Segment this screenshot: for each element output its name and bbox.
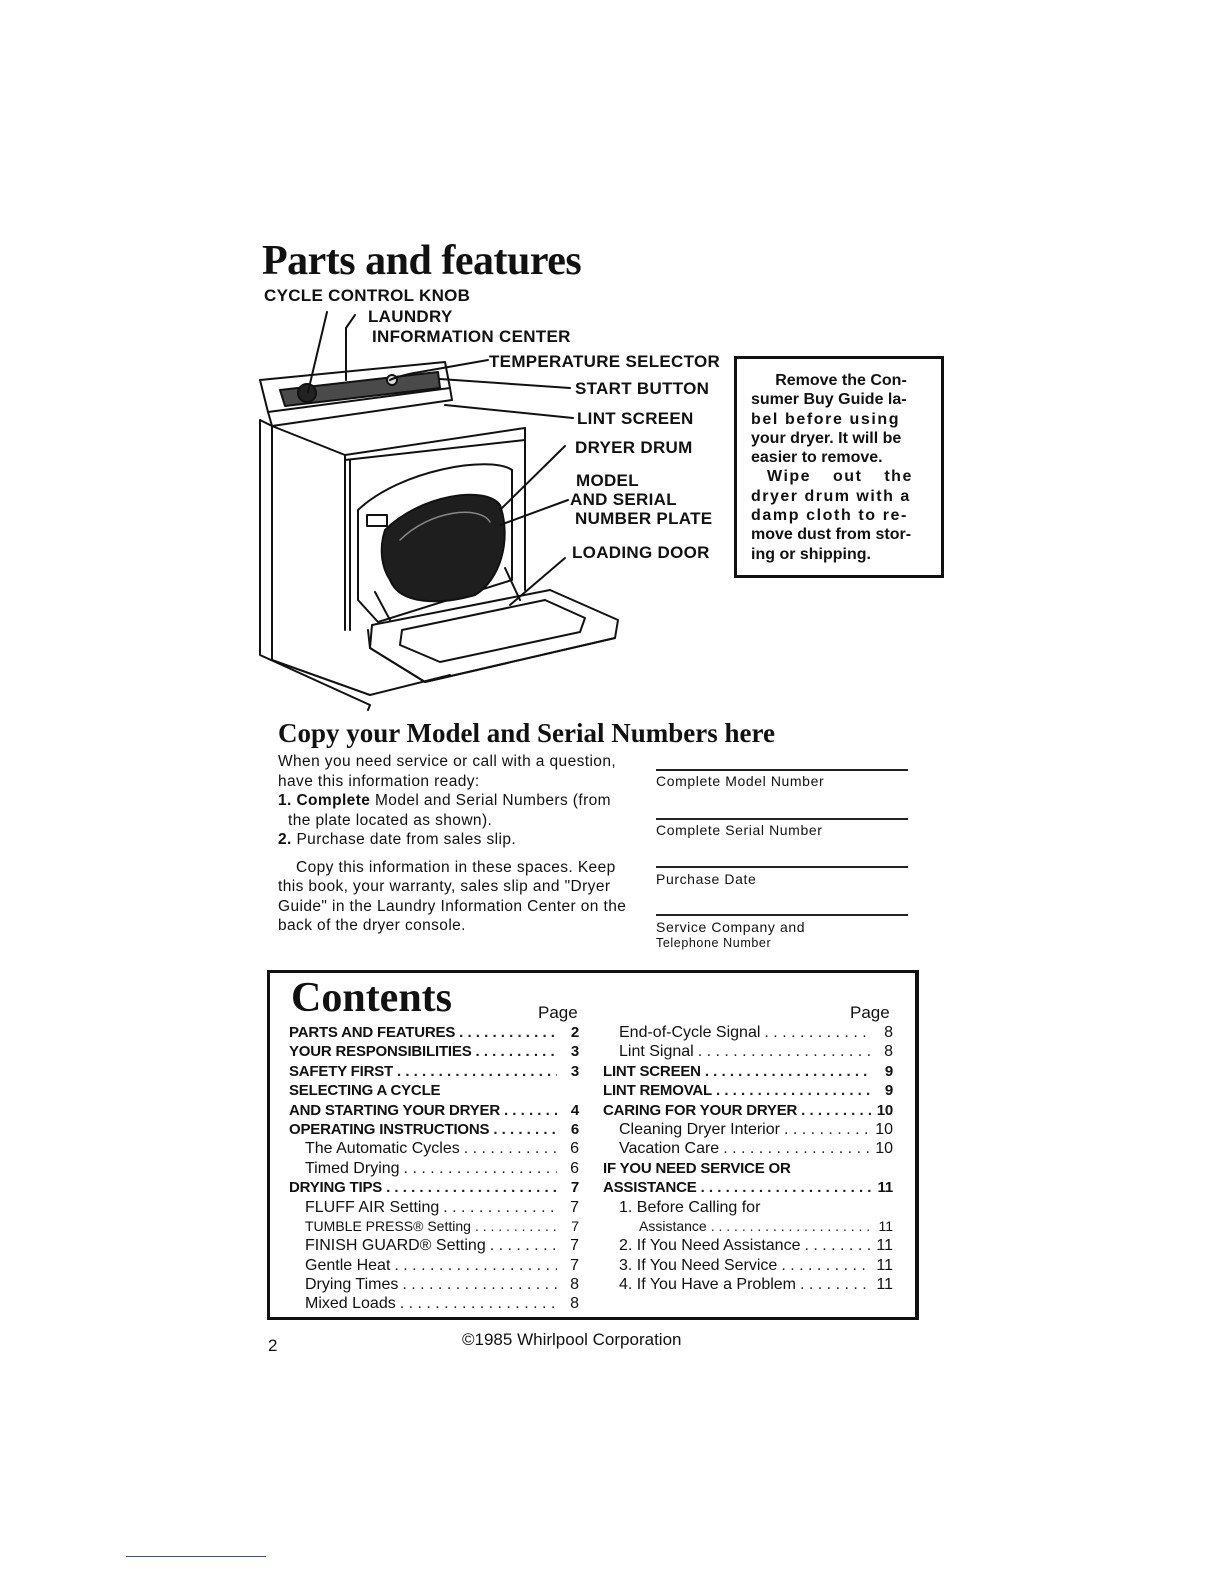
toc-entry[interactable] [289,1042,579,1061]
toc-title: TUMBLE PRESS® Setting [305,1217,471,1234]
toc-entry[interactable] [289,1101,579,1120]
toc-entry[interactable] [289,1081,579,1100]
toc-entry[interactable] [289,1139,579,1158]
dryer-drum-label: DRYER DRUM [575,438,693,457]
toc-title: CARING FOR YOUR DRYER [603,1101,798,1119]
toc-entry[interactable] [289,1178,579,1197]
toc-page: 7 [570,1256,579,1274]
toc-title: 3. If You Need Service [619,1256,778,1274]
toc-entry[interactable] [603,1062,893,1081]
toc-page: 7 [570,1237,579,1255]
toc-title: Vacation Care [619,1140,720,1158]
toc-page: 3 [570,1043,579,1061]
toc-page: 7 [570,1198,579,1216]
service-company-label: Service Company and [656,919,806,935]
toc-title: YOUR RESPONSIBILITIES [289,1043,472,1061]
page-column-header: Page [850,1003,890,1022]
toc-entry[interactable] [289,1198,579,1217]
toc-page: 7 [570,1179,579,1197]
toc-page: 10 [876,1101,893,1119]
contents-box [267,970,919,1320]
serial-number-line[interactable] [656,818,908,820]
toc-page: 8 [570,1276,579,1294]
contents-title: Contents [291,975,453,1021]
copy-intro: When you need service or call with a question, have this information ready: [278,753,617,790]
toc-entry[interactable] [603,1139,893,1158]
toc-title: Lint Signal [619,1043,694,1061]
number-plate-label: NUMBER PLATE [575,509,713,528]
toc-entry[interactable] [289,1275,579,1294]
toc-title: Cleaning Dryer Interior [619,1120,780,1138]
start-button-label: START BUTTON [575,379,710,398]
toc-page: 11 [878,1217,893,1234]
toc-page: 8 [570,1295,579,1313]
copy-paragraph: Copy this information in these spaces. Keep this book, your warranty, sales slip and "Dryer Guide" in the Laundry Information Center on the back of the dryer console. [278,858,627,934]
toc-title: LINT SCREEN [603,1062,701,1080]
contents-left-column [289,1023,579,1314]
toc-entry[interactable] [603,1256,893,1275]
toc-entry[interactable] [603,1042,893,1061]
toc-title: DRYING TIPS [289,1179,383,1197]
footer-divider [126,1556,266,1557]
consumer-guide-note [734,356,944,578]
model-label: MODEL [576,471,639,490]
toc-title: Assistance [639,1217,707,1234]
toc-page: 11 [876,1256,893,1274]
toc-entry[interactable] [289,1256,579,1275]
item-text: Purchase date from sales slip. [291,831,517,848]
toc-page: 9 [884,1062,893,1080]
copy-numbers-text [278,752,638,936]
toc-entry[interactable] [289,1023,579,1042]
purchase-date-line[interactable] [656,866,908,868]
note-line: ing or shipping. [751,545,871,563]
purchase-date-label: Purchase Date [656,871,757,887]
toc-title: ASSISTANCE [603,1179,697,1197]
toc-entry[interactable] [603,1236,893,1255]
note-line: damp cloth to re- [751,507,908,525]
toc-entry[interactable] [603,1101,893,1120]
toc-entry[interactable] [603,1198,893,1217]
item-text: Model and Serial Numbers (from the plate located as shown). [288,792,611,829]
toc-entry[interactable] [603,1081,893,1100]
note-line: Remove the Con- [775,372,907,389]
toc-title: SAFETY FIRST [289,1062,393,1080]
toc-title: FLUFF AIR Setting [305,1198,440,1216]
contents-right-column [603,1023,893,1294]
copy-numbers-heading: Copy your Model and Serial Numbers here [278,718,776,748]
copyright-notice: ©1985 Whirlpool Corporation [462,1330,682,1349]
toc-entry[interactable] [603,1159,893,1178]
toc-title: Drying Times [305,1276,399,1294]
toc-entry[interactable] [289,1217,579,1236]
note-line: move dust from stor- [751,526,912,544]
toc-title: End-of-Cycle Signal [619,1024,761,1041]
toc-entry[interactable] [603,1120,893,1139]
page-title: Parts and features [262,238,582,284]
toc-title: Mixed Loads [305,1295,396,1313]
toc-page: 10 [875,1120,893,1138]
serial-number-label: Complete Serial Number [656,822,823,838]
toc-title: IF YOU NEED SERVICE OR [603,1159,791,1177]
toc-title: PARTS AND FEATURES [289,1024,456,1041]
item-bold: Complete [296,792,371,809]
item-number: 2. [278,831,292,848]
toc-title: 2. If You Need Assistance [619,1237,801,1255]
toc-title: AND STARTING YOUR DRYER [289,1101,500,1119]
serial-label: AND SERIAL [570,490,677,509]
info-center-label: INFORMATION CENTER [372,327,571,346]
toc-entry[interactable] [603,1178,893,1197]
toc-entry[interactable] [603,1217,893,1236]
toc-page: 11 [876,1276,893,1294]
toc-entry[interactable] [289,1294,579,1313]
note-line: easier to remove. [751,449,883,467]
toc-entry[interactable] [289,1120,579,1139]
toc-page: 6 [570,1120,579,1138]
toc-page: 7 [571,1217,579,1234]
toc-title: Timed Drying [305,1159,400,1177]
toc-entry[interactable] [289,1062,579,1081]
toc-entry[interactable] [289,1236,579,1255]
toc-page: 10 [875,1140,893,1158]
toc-title: OPERATING INSTRUCTIONS [289,1120,490,1138]
model-number-line[interactable] [656,769,908,771]
lint-screen-label: LINT SCREEN [577,409,694,428]
toc-page: 6 [570,1140,579,1158]
loading-door-label: LOADING DOOR [572,543,710,562]
toc-page: 3 [570,1062,579,1080]
toc-title: Gentle Heat [305,1256,391,1274]
toc-page: 11 [876,1237,893,1255]
telephone-number-label: Telephone Number [656,936,772,950]
model-number-label: Complete Model Number [656,773,825,789]
note-line: your dryer. It will be [751,429,902,447]
toc-page: 11 [877,1179,893,1197]
service-company-line[interactable] [656,914,908,916]
toc-page: 6 [570,1159,579,1177]
toc-page: 8 [884,1024,893,1041]
toc-title: SELECTING A CYCLE [289,1082,441,1100]
toc-title: FINISH GUARD® Setting [305,1237,486,1255]
toc-page: 9 [884,1082,893,1100]
toc-page: 2 [570,1024,579,1041]
cycle-knob-label: CYCLE CONTROL KNOB [264,286,471,305]
toc-entry[interactable] [289,1159,579,1178]
temperature-selector-label: TEMPERATURE SELECTOR [489,352,721,371]
toc-entry[interactable] [603,1023,893,1042]
toc-page: 8 [884,1043,893,1061]
page-number: 2 [268,1336,278,1355]
laundry-label: LAUNDRY [368,307,453,326]
note-line: dryer drum with a [751,487,911,505]
note-line: bel before using [751,410,901,428]
toc-page: 4 [570,1101,579,1119]
page-column-header: Page [538,1003,578,1022]
item-number: 1. [278,792,292,809]
toc-title: LINT REMOVAL [603,1082,712,1100]
toc-title: 1. Before Calling for [619,1198,761,1216]
note-line: Wipe out the [767,468,913,486]
toc-title: The Automatic Cycles [305,1140,460,1158]
toc-entry[interactable] [603,1275,893,1294]
note-line: sumer Buy Guide la- [751,391,907,409]
toc-title: 4. If You Have a Problem [619,1276,796,1294]
